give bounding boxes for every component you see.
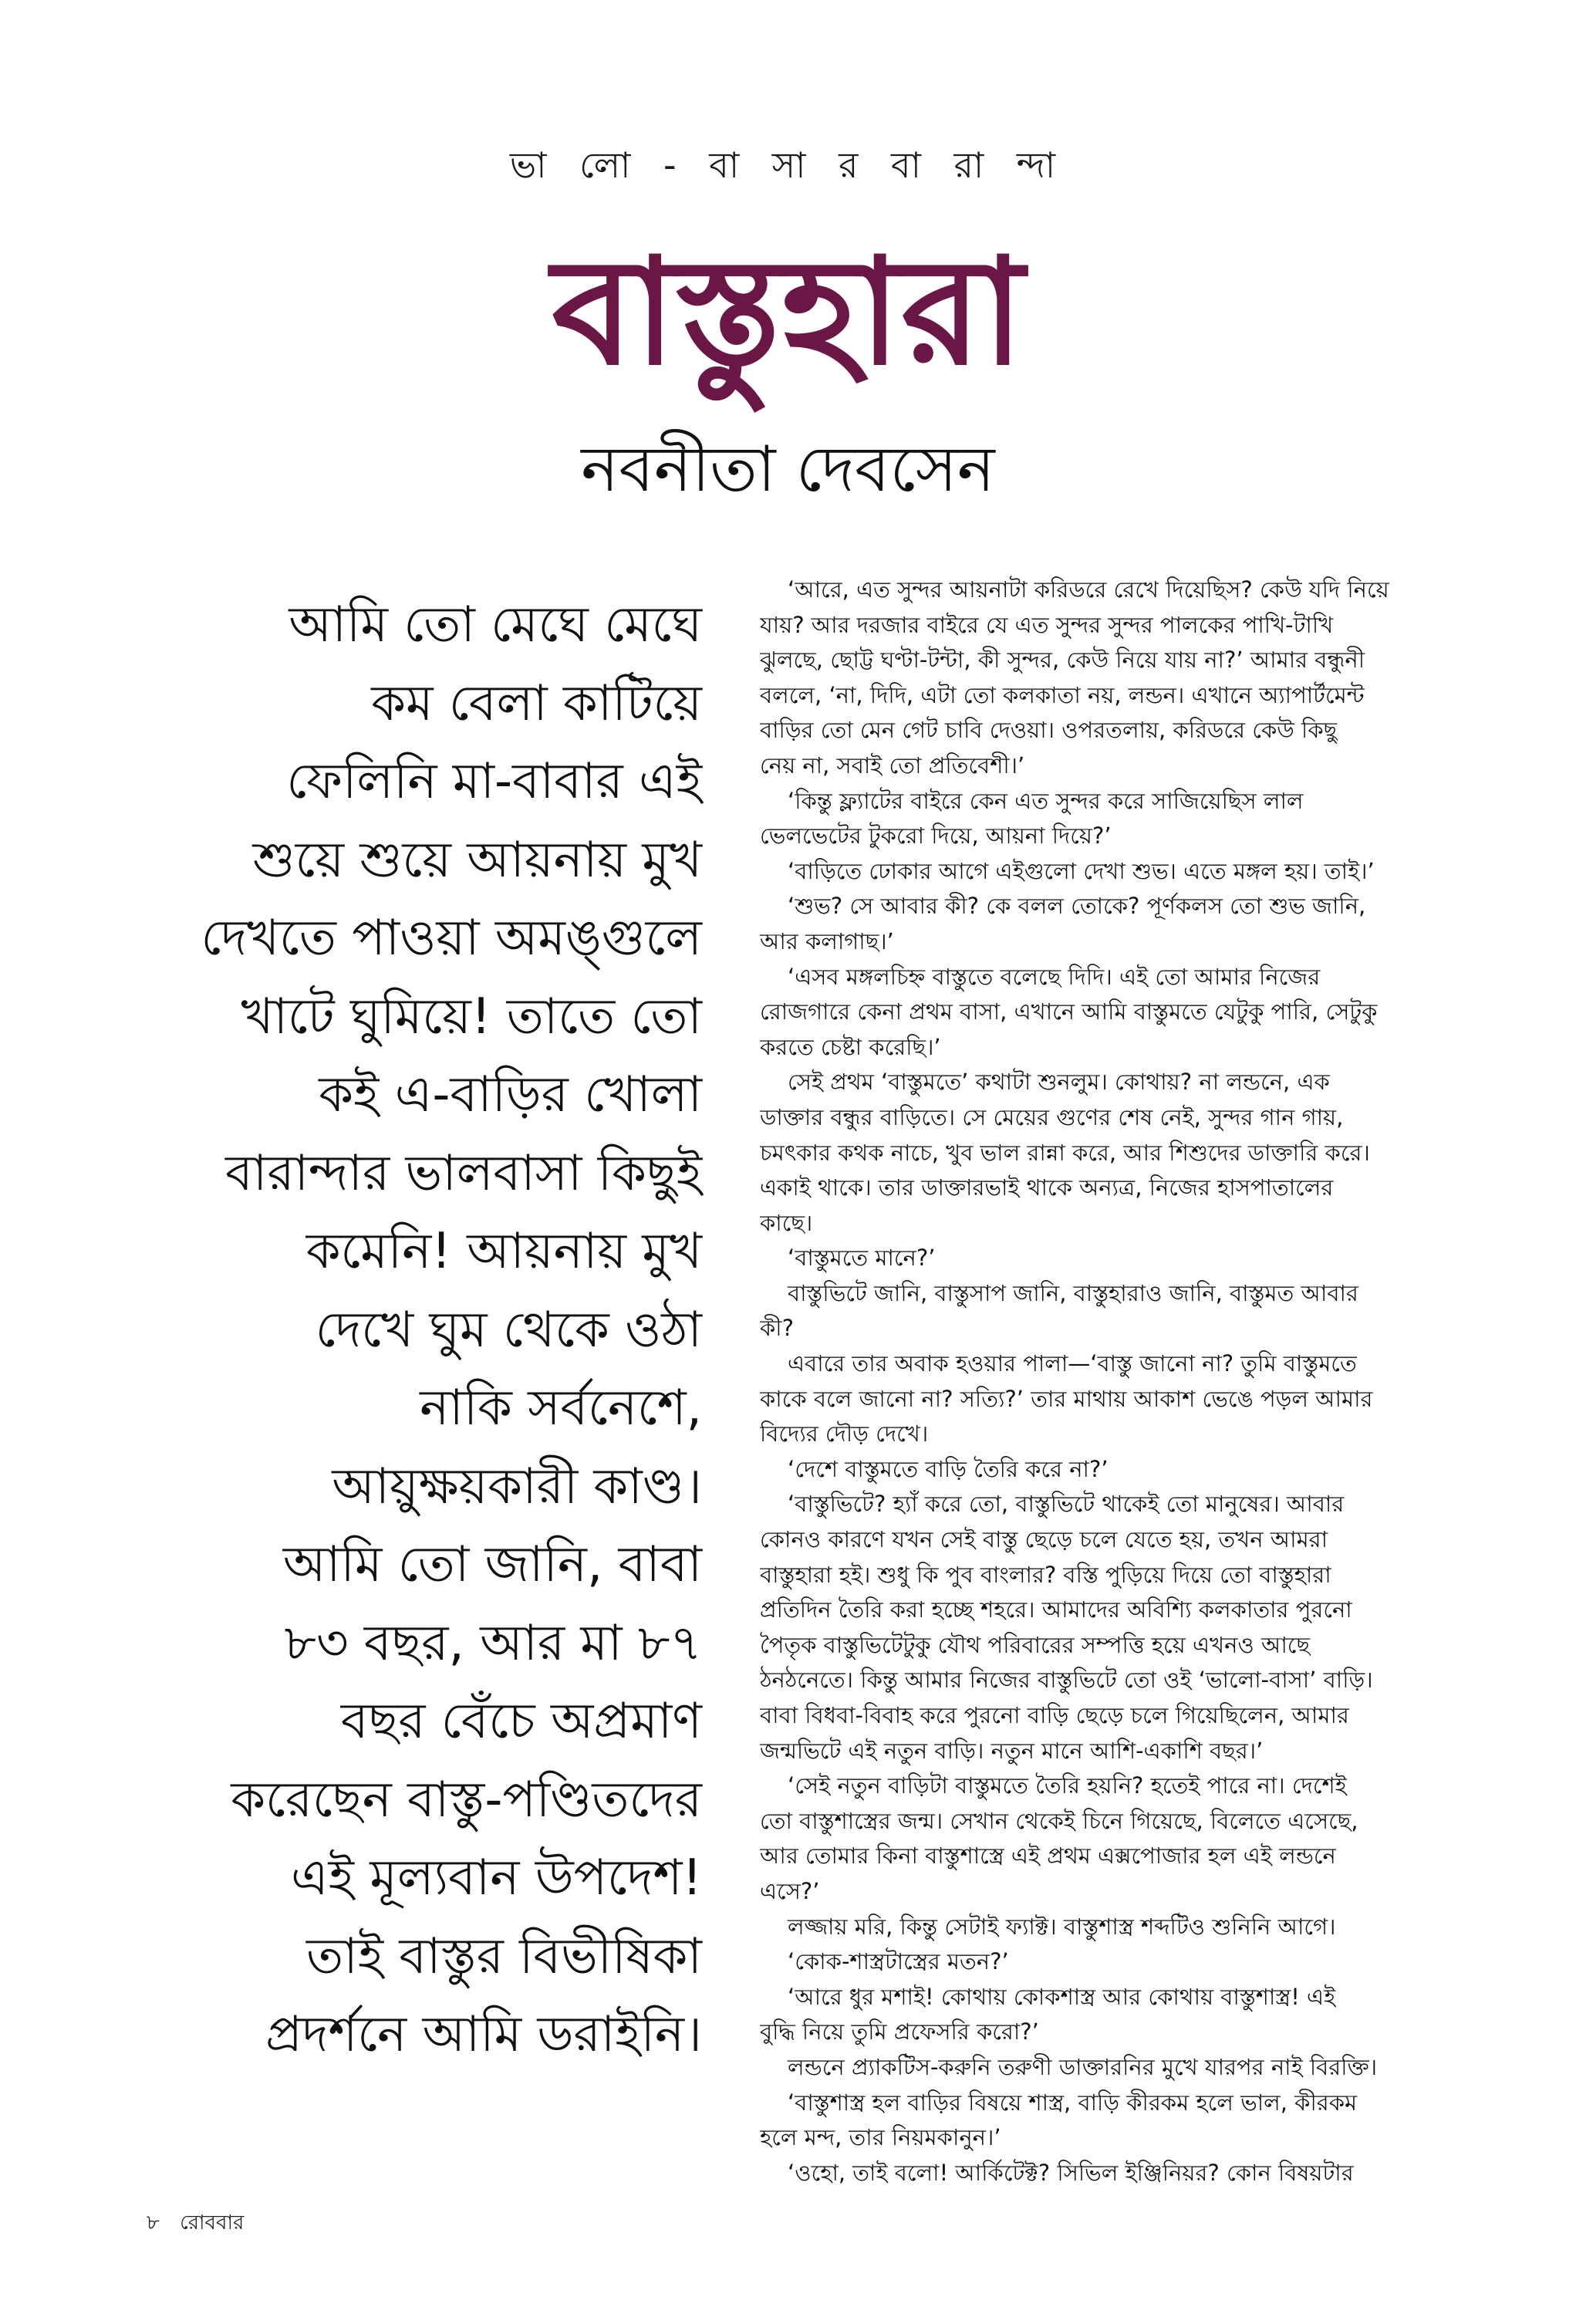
- body-line: বিদ্যের দৌড় দেখে।: [760, 1420, 929, 1447]
- pull-quote-line: বছর বেঁচে অপ্রমাণ: [340, 1693, 702, 1750]
- pull-quote-line: এই মূল্যবান উপদেশ!: [291, 1849, 702, 1907]
- body-line: ‘সেই নতুন বাড়িটা বাস্তুমতে তৈরি হয়নি? হতেই পারে না। দেশেই: [788, 1772, 1347, 1799]
- magazine-name: রোববার: [180, 2211, 245, 2234]
- body-line: আর কলাগাছ।’: [760, 927, 894, 954]
- section-kicker: ভা লো - বা সা র বা রা ন্দা: [509, 144, 1067, 186]
- body-line: বাস্তুভিটে জানি, বাস্তুসাপ জানি, বাস্তুহারাও জানি, বাস্তুমত আবার: [788, 1279, 1358, 1306]
- author-name: নবনীতা দেবসেন: [581, 433, 995, 506]
- body-line: বুদ্ধি নিয়ে তুমি প্রফেসরি করো?’: [760, 2018, 1039, 2045]
- body-line: জন্মভিটে এই নতুন বাড়ি। নতুন মানে আশি-একাশি বছর।’: [760, 1737, 1264, 1764]
- body-line: ‘বাস্তুভিটে? হ্যাঁ করে তো, বাস্তুভিটে থাকেই তো মানুষের। আবার: [788, 1491, 1345, 1518]
- pull-quote-line: দেখে ঘুম থেকে ওঠা: [315, 1301, 702, 1359]
- pull-quote-line: প্রদর্শনে আমি ডরাইনি।: [265, 2006, 702, 2063]
- pull-quote-line: শুয়ে শুয়ে আয়নায় মুখ: [252, 831, 702, 889]
- article-body: [760, 573, 1458, 2191]
- body-line: ‘শুভ? সে আবার কী? কে বলল তোকে? পূর্ণকলস তো শুভ জানি,: [788, 893, 1366, 920]
- body-line: কাছে।: [760, 1209, 813, 1236]
- body-line: রোজগারে কেনা প্রথম বাসা, এখানে আমি বাস্তুমতে যেটুকু পারি, সেটুকু: [760, 998, 1378, 1025]
- pull-quote-line: আমি তো জানি, বাবা: [282, 1536, 702, 1593]
- page-footer: [147, 2207, 258, 2241]
- body-line: লজ্জায় মরি, কিন্তু সেটাই ফ্যাক্ট। বাস্তুশাস্ত্র শব্দটিও শুনিনি আগে।: [788, 1913, 1336, 1940]
- body-line: ভেলভেটের টুকরো দিয়ে, আয়না দিয়ে?’: [760, 823, 1112, 850]
- body-line: ঝুলছে, ছোট্ট ঘণ্টা-টন্টা, কী সুন্দর, কেউ নিয়ে যায় না?’ আমার বন্ধুনী: [760, 647, 1365, 674]
- body-line: ‘কিন্তু ফ্ল্যাটের বাইরে কেন এত সুন্দর করে সাজিয়েছিস লাল: [788, 787, 1304, 814]
- body-line: ঠনঠনেতে। কিন্তু আমার নিজের বাস্তুভিটে তো ওই ‘ভালো-বাসা’ বাড়ি।: [760, 1667, 1373, 1694]
- body-line: লন্ডনে প্র্যাকটিস-করুনি তরুণী ডাক্তারনির মুখে যারপর নাই বিরক্তি।: [788, 2053, 1378, 2080]
- body-line: হলে মন্দ, তার নিয়মকানুন।’: [760, 2124, 1001, 2151]
- body-line: পৈতৃক বাস্তুভিটেটুকু যৌথ পরিবারের সম্পত্তি হয়ে এখনও আছে: [760, 1631, 1311, 1658]
- body-line: ‘বাড়িতে ঢোকার আগে এইগুলো দেখা শুভ। এতে মঙ্গল হয়। তাই।’: [788, 857, 1375, 884]
- body-line: ‘বাস্তুশাস্ত্র হল বাড়ির বিষয়ে শাস্ত্র, বাড়ি কীরকম হলে ভাল, কীরকম: [788, 2089, 1358, 2116]
- pull-quote-line: তাই বাস্তুর বিভীষিকা: [306, 1927, 702, 1985]
- body-line: কাকে বলে জানো না? সত্যি?’ তার মাথায় আকাশ ভেঙে পড়ল আমার: [760, 1385, 1373, 1412]
- body-line: তো বাস্তুশাস্ত্রের জন্ম। সেখান থেকেই চিনে গিয়েছে, বিলেতে এসেছে,: [760, 1807, 1358, 1834]
- body-line: ‘বাস্তুমতে মানে?’: [788, 1245, 936, 1272]
- body-line: আর তোমার কিনা বাস্তুশাস্ত্রে এই প্রথম এক্সপোজার হল এই লন্ডনে: [760, 1843, 1336, 1870]
- body-line: এবারে তার অবাক হওয়ার পালা—‘বাস্তু জানো না? তুমি বাস্তুমতে: [788, 1350, 1357, 1377]
- pull-quote-line: খাটে ঘুমিয়ে! তাতে তো: [241, 988, 702, 1045]
- pull-quote-line: কম বেলা কাটিয়ে: [371, 674, 702, 732]
- body-line: ‘ওহো, তাই বলো! আর্কিটেক্ট? সিভিল ইঞ্জিনিয়র? কোন বিষয়টার: [788, 2159, 1354, 2186]
- pull-quote: [108, 586, 702, 2075]
- body-line: বাস্তুহারা হই। শুধু কি পুব বাংলার? বস্তি পুড়িয়ে দিয়ে তো বাস্তুহারা: [760, 1561, 1331, 1588]
- pull-quote-line: ৮৩ বছর, আর মা ৮৭: [284, 1614, 702, 1672]
- body-line: এসে?’: [760, 1877, 820, 1904]
- body-line: ডাক্তার বন্ধুর বাড়িতে। সে মেয়ের গুণের শেষ নেই, সুন্দর গান গায়,: [760, 1103, 1344, 1130]
- body-line: বাড়ির তো মেন গেট চাবি দেওয়া। ওপরতলায়, করিডরে কেউ কিছু: [760, 717, 1338, 744]
- pull-quote-line: নাকি সর্বনেশে,: [420, 1380, 702, 1437]
- body-line: ‘দেশে বাস্তুমতে বাড়ি তৈরি করে না?’: [788, 1455, 1109, 1482]
- pull-quote-line: কই এ-বাড়ির খোলা: [319, 1066, 702, 1123]
- pull-quote-line: কমেনি! আয়নায় মুখ: [305, 1223, 702, 1280]
- body-line: চমৎকার কথক নাচে, খুব ভাল রান্না করে, আর শিশুদের ডাক্তারি করে।: [760, 1139, 1370, 1166]
- page-number: ৮: [147, 2211, 160, 2234]
- pull-quote-line: দেখতে পাওয়া অমঙ্গুলে: [201, 910, 702, 967]
- body-line: করতে চেষ্টা করেছি।’: [760, 1033, 941, 1060]
- body-line: সেই প্রথম ‘বাস্তুমতে’ কথাটা শুনলুম। কোথায়? না লন্ডনে, এক: [788, 1069, 1330, 1096]
- body-line: একাই থাকে। তার ডাক্তারভাই থাকে অন্যত্র, নিজের হাসপাতালের: [760, 1174, 1334, 1201]
- body-line: নেয় না, সবাই তো প্রতিবেশী।’: [760, 752, 1025, 779]
- body-line: ‘আরে, এত সুন্দর আয়নাটা করিডরে রেখে দিয়েছিস? কেউ যদি নিয়ে: [788, 576, 1389, 603]
- pull-quote-line: করেছেন বাস্তু-পণ্ডিতদের: [231, 1771, 702, 1829]
- pull-quote-line: বারান্দার ভালবাসা কিছুই: [225, 1144, 702, 1202]
- body-line: ‘কোক-শাস্ত্রটাস্ত্রের মতন?’: [788, 1948, 1009, 1975]
- pull-quote-line: আমি তো মেঘে মেঘে: [289, 596, 702, 654]
- body-line: কোনও কারণে যখন সেই বাস্তু ছেড়ে চলে যেতে হয়, তখন আমরা: [760, 1526, 1328, 1553]
- body-line: বাবা বিধবা-বিবাহ করে পুরনো বাড়ি ছেড়ে চলে গিয়েছিলেন, আমার: [760, 1702, 1349, 1728]
- body-line: ‘আরে ধুর মশাই! কোথায় কোকশাস্ত্র আর কোথায় বাস্তুশাস্ত্র! এই: [788, 1983, 1336, 2010]
- article-title: বাস্তুহারা: [552, 227, 1024, 397]
- body-line: কী?: [760, 1315, 794, 1342]
- pull-quote-line: আয়ুক্ষয়কারী কাণ্ড।: [332, 1458, 702, 1515]
- body-line: প্রতিদিন তৈরি করা হচ্ছে শহরে। আমাদের অবিশ্যি কলকাতার পুরনো: [760, 1596, 1352, 1623]
- body-line: বললে, ‘না, দিদি, এটা তো কলকাতা নয়, লন্ডন। এখানে অ্যাপার্টমেন্ট: [760, 681, 1365, 708]
- body-line: ‘এসব মঙ্গলচিহ্ন বাস্তুতে বলেছে দিদি। এই তো আমার নিজের: [788, 963, 1321, 990]
- body-line: যায়? আর দরজার বাইরে যে এত সুন্দর সুন্দর পালকের পাখি-টাখি: [760, 611, 1334, 638]
- pull-quote-line: ফেলিনি মা-বাবার এই: [286, 753, 702, 810]
